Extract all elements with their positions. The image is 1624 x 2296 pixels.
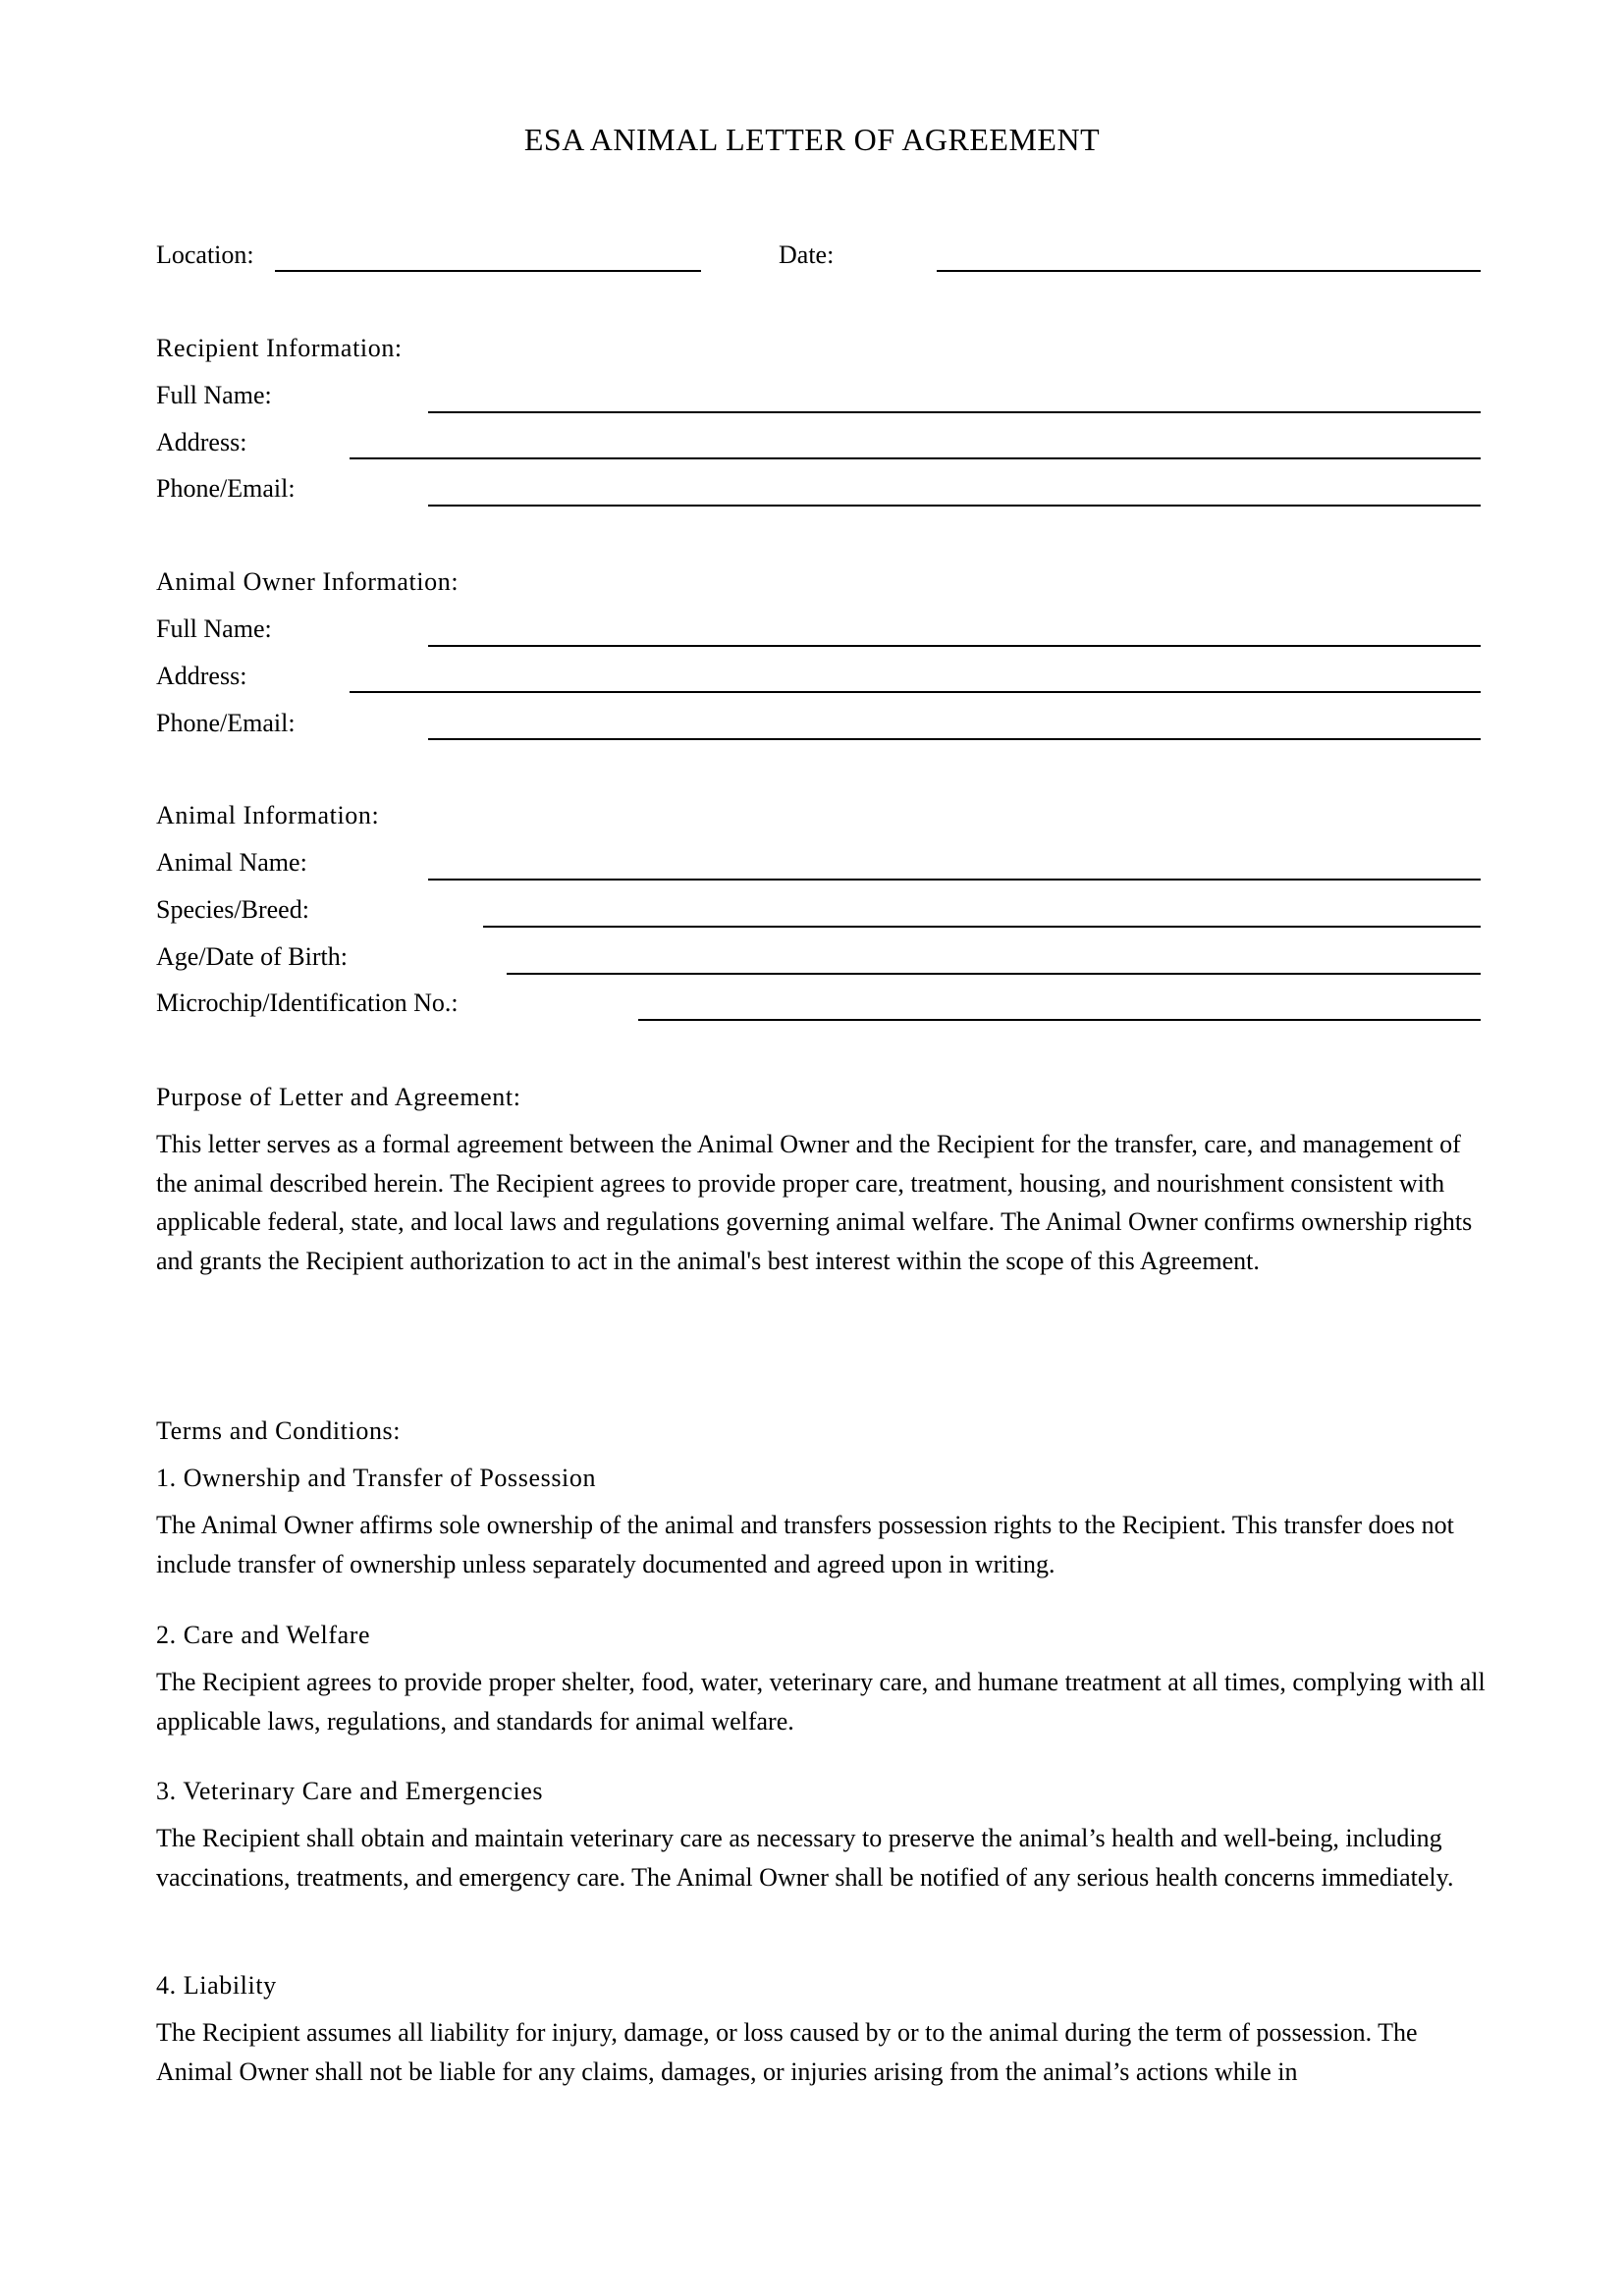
- owner-address-label: Address:: [156, 662, 247, 690]
- owner-full-name-label: Full Name:: [156, 614, 272, 643]
- recipient-address-field[interactable]: [350, 457, 1481, 459]
- term-1-body: The Animal Owner affirms sole ownership of the animal and transfers possession rights to the Recipient. This transfer does not include transfer of ownership unless separately documented and agreed upon in writing.: [156, 1511, 1454, 1578]
- microchip-label: Microchip/Identification No.:: [156, 988, 459, 1017]
- term-2-body: The Recipient agrees to provide proper shelter, food, water, veterinary care, and humane treatment at all times, complying with all applicable laws, regulations, and standards for animal welfare.: [156, 1668, 1486, 1735]
- location-label: Location:: [156, 240, 254, 269]
- term-2-title: 2. Care and Welfare: [156, 1621, 371, 1649]
- purpose-body: This letter serves as a formal agreement between the Animal Owner and the Recipient for the transfer, care, and management of the animal described herein. The Recipient agrees to provide proper care, treatment, housing, and nourishment consistent with applicable federal, state, and local laws and regulations governing animal welfare. The Animal Owner confirms ownership rights and grants the Recipient authorization to act in the animal's best interest within the scope of this Agreement.: [156, 1130, 1473, 1275]
- term-4-title: 4. Liability: [156, 1971, 277, 2000]
- date-label: Date:: [779, 240, 835, 269]
- age-dob-label: Age/Date of Birth:: [156, 942, 348, 971]
- terms-heading: Terms and Conditions:: [156, 1416, 402, 1445]
- recipient-full-name-field[interactable]: [428, 411, 1481, 413]
- animal-name-label: Animal Name:: [156, 848, 307, 877]
- term-3-title: 3. Veterinary Care and Emergencies: [156, 1777, 544, 1805]
- location-field[interactable]: [275, 270, 701, 272]
- species-breed-field[interactable]: [483, 926, 1481, 928]
- term-3-body: The Recipient shall obtain and maintain veterinary care as necessary to preserve the animal’s health and well-being, including vaccinations, treatments, and emergency care. The Animal Owner shall be notified of any serious health concerns immediately.: [156, 1824, 1454, 1892]
- age-dob-field[interactable]: [507, 973, 1481, 975]
- animal-name-field[interactable]: [428, 879, 1481, 881]
- term-4-body: The Recipient assumes all liability for injury, damage, or loss caused by or to the animal during the term of possession. The Animal Owner shall not be liable for any claims, damages, or injuries arising from the animal’s actions while in: [156, 2018, 1418, 2086]
- recipient-address-label: Address:: [156, 428, 247, 456]
- owner-heading: Animal Owner Information:: [156, 567, 460, 596]
- animal-heading: Animal Information:: [156, 801, 380, 829]
- date-field[interactable]: [937, 270, 1481, 272]
- recipient-phone-email-label: Phone/Email:: [156, 474, 296, 503]
- purpose-heading: Purpose of Letter and Agreement:: [156, 1083, 521, 1111]
- recipient-full-name-label: Full Name:: [156, 381, 272, 409]
- recipient-heading: Recipient Information:: [156, 334, 403, 362]
- species-breed-label: Species/Breed:: [156, 895, 309, 924]
- owner-phone-email-label: Phone/Email:: [156, 709, 296, 737]
- owner-address-field[interactable]: [350, 691, 1481, 693]
- recipient-phone-email-field[interactable]: [428, 505, 1481, 507]
- microchip-field[interactable]: [638, 1019, 1481, 1021]
- owner-phone-email-field[interactable]: [428, 738, 1481, 740]
- document-title: ESA ANIMAL LETTER OF AGREEMENT: [523, 122, 1101, 157]
- term-1-title: 1. Ownership and Transfer of Possession: [156, 1464, 597, 1492]
- owner-full-name-field[interactable]: [428, 645, 1481, 647]
